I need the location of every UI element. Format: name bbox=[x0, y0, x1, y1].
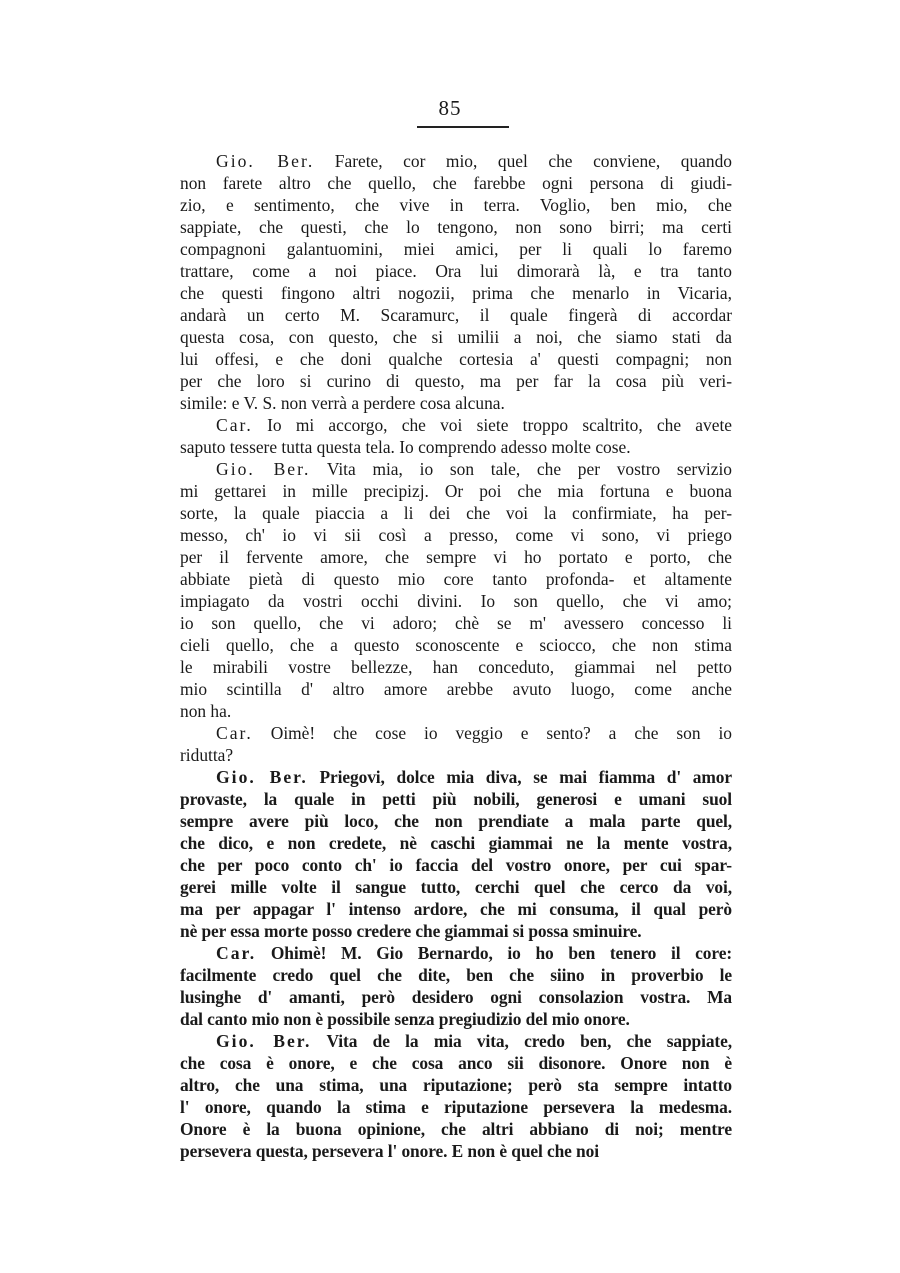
line-text: questa cosa, con questo, che si umilii a noi, che siamo stati da bbox=[180, 327, 732, 347]
line-text: ma per appagar l' intenso ardore, che mi consuma, il qual però bbox=[180, 899, 732, 919]
speech-block bbox=[180, 722, 732, 766]
text-line bbox=[180, 282, 732, 304]
line-text: che questi fingono altri nogozii, prima che menarlo in Vicaria, bbox=[180, 283, 732, 303]
text-line bbox=[180, 172, 732, 194]
speaker-name: Gio. Ber. bbox=[216, 459, 311, 479]
speech-block bbox=[180, 766, 732, 942]
line-text: abbiate pietà di questo mio core tanto profonda- et altamente bbox=[180, 569, 732, 589]
text-line bbox=[180, 678, 732, 700]
line-text: trattare, come a noi piace. Ora lui dimorarà là, e tra tanto bbox=[180, 261, 732, 281]
text-line bbox=[180, 414, 732, 436]
text-line bbox=[180, 546, 732, 568]
line-text: le mirabili vostre bellezze, han conceduto, giammai nel petto bbox=[180, 657, 732, 677]
text-line bbox=[180, 480, 732, 502]
text-line bbox=[180, 524, 732, 546]
line-text: dal canto mio non è possibile senza pregiudizio del mio onore. bbox=[180, 1009, 630, 1029]
speaker-name: Gio. Ber. bbox=[216, 767, 308, 787]
speaker-name: Gio. Ber. bbox=[216, 1031, 312, 1051]
line-text: Farete, cor mio, quel che conviene, quando bbox=[334, 151, 732, 171]
speech-block bbox=[180, 942, 732, 1030]
line-text: che cosa è onore, e che cosa anco sii disonore. Onore non è bbox=[180, 1053, 732, 1073]
text-line bbox=[180, 1030, 732, 1052]
text-line bbox=[180, 986, 732, 1008]
text-line bbox=[180, 216, 732, 238]
line-text: impiagato da vostri occhi divini. Io son quello, che vi amo; bbox=[180, 591, 732, 611]
page-number: 85 bbox=[438, 96, 462, 120]
text-line bbox=[180, 194, 732, 216]
text-line bbox=[180, 1074, 732, 1096]
text-line bbox=[180, 1008, 732, 1030]
line-text: Io mi accorgo, che voi siete troppo scaltrito, che avete bbox=[267, 415, 732, 435]
text-line bbox=[180, 700, 732, 722]
speaker-name: Car. bbox=[216, 943, 257, 963]
line-text: zio, e sentimento, che vive in terra. Voglio, ben mio, che bbox=[180, 195, 732, 215]
speech-block bbox=[180, 1030, 732, 1162]
line-text: simile: e V. S. non verrà a perdere cosa alcuna. bbox=[180, 393, 505, 413]
line-text: lusinghe d' amanti, però desidero ogni consolazion vostra. Ma bbox=[180, 987, 732, 1007]
text-line bbox=[180, 326, 732, 348]
text-line bbox=[180, 1118, 732, 1140]
text-line bbox=[180, 876, 732, 898]
text-line bbox=[180, 348, 732, 370]
line-text: che per poco conto ch' io faccia del vostro onore, per cui spar- bbox=[180, 855, 732, 875]
line-text: che dico, e non credete, nè caschi giammai ne la mente vostra, bbox=[180, 833, 732, 853]
line-text: Onore è la buona opinione, che altri abbiano di noi; mentre bbox=[180, 1119, 732, 1139]
line-text: mi gettarei in mille precipizj. Or poi che mia fortuna e buona bbox=[180, 481, 732, 501]
line-text: andarà un certo M. Scaramurc, il quale fingerà di accordar bbox=[180, 305, 732, 325]
text-line bbox=[180, 1096, 732, 1118]
text-line bbox=[180, 810, 732, 832]
line-text: gerei mille volte il sangue tutto, cerchi quel che cerco da voi, bbox=[180, 877, 732, 897]
text-line bbox=[180, 920, 732, 942]
text-line bbox=[180, 150, 732, 172]
text-line bbox=[180, 656, 732, 678]
text-line bbox=[180, 370, 732, 392]
text-line bbox=[180, 502, 732, 524]
text-line bbox=[180, 1140, 732, 1162]
text-line bbox=[180, 1052, 732, 1074]
line-text: facilmente credo quel che dite, ben che siino in proverbio le bbox=[180, 965, 732, 985]
line-text: nè per essa morte posso credere che giammai si possa sminuire. bbox=[180, 921, 642, 941]
text-line bbox=[180, 854, 732, 876]
text-line bbox=[180, 612, 732, 634]
line-text: Vita de la mia vita, credo ben, che sappiate, bbox=[326, 1031, 732, 1051]
line-text: lui offesi, e che doni qualche cortesia a' questi compagni; non bbox=[180, 349, 732, 369]
line-text: sorte, la quale piaccia a li dei che voi la confirmiate, ha per- bbox=[180, 503, 732, 523]
speaker-name: Car. bbox=[216, 723, 253, 743]
line-text: l' onore, quando la stima e riputazione persevera la medesma. bbox=[180, 1097, 732, 1117]
line-text: Oimè! che cose io veggio e sento? a che son io bbox=[270, 723, 732, 743]
line-text: messo, ch' io vi sii così a presso, come vi sono, vi priego bbox=[180, 525, 732, 545]
line-text: saputo tessere tutta questa tela. Io comprendo adesso molte cose. bbox=[180, 437, 631, 457]
text-line bbox=[180, 964, 732, 986]
speech-block bbox=[180, 414, 732, 458]
line-text: non farete altro che quello, che farebbe ogni persona di giudi- bbox=[180, 173, 732, 193]
line-text: sempre avere più loco, che non prendiate a mala parte quel, bbox=[180, 811, 732, 831]
text-line bbox=[180, 590, 732, 612]
line-text: mio scintilla d' altro amore arebbe avuto luogo, come anche bbox=[180, 679, 732, 699]
text-line bbox=[180, 722, 732, 744]
speaker-name: Gio. Ber. bbox=[216, 151, 315, 171]
line-text: compagnoni galantuomini, miei amici, per li quali lo faremo bbox=[180, 239, 732, 259]
text-line bbox=[180, 788, 732, 810]
text-line bbox=[180, 942, 732, 964]
text-line bbox=[180, 238, 732, 260]
line-text: ridutta? bbox=[180, 745, 234, 765]
text-line bbox=[180, 392, 732, 414]
line-text: per il fervente amore, che sempre vi ho portato e porto, che bbox=[180, 547, 732, 567]
text-line bbox=[180, 458, 732, 480]
line-text: Ohimè! M. Gio Bernardo, io ho ben tenero il core: bbox=[270, 943, 732, 963]
text-line bbox=[180, 744, 732, 766]
line-text: sappiate, che questi, che lo tengono, non sono birri; ma certi bbox=[180, 217, 732, 237]
line-text: Vita mia, io son tale, che per vostro servizio bbox=[326, 459, 732, 479]
text-line bbox=[180, 898, 732, 920]
speech-block bbox=[180, 150, 732, 414]
line-text: cieli quello, che a questo sconoscente e sciocco, che non stima bbox=[180, 635, 732, 655]
speech-block bbox=[180, 458, 732, 722]
text-line bbox=[180, 634, 732, 656]
line-text: io son quello, che vi adoro; chè se m' avessero concesso li bbox=[180, 613, 732, 633]
text-line bbox=[180, 832, 732, 854]
text-line bbox=[180, 304, 732, 326]
text-line bbox=[180, 766, 732, 788]
line-text: non ha. bbox=[180, 701, 232, 721]
line-text: Priegovi, dolce mia diva, se mai fiamma d' amor bbox=[319, 767, 732, 787]
speaker-name: Car. bbox=[216, 415, 253, 435]
text-line bbox=[180, 260, 732, 282]
text-line bbox=[180, 436, 732, 458]
line-text: persevera questa, persevera l' onore. E non è quel che noi bbox=[180, 1141, 599, 1161]
line-text: per che loro si curino di questo, ma per far la cosa più veri- bbox=[180, 371, 732, 391]
line-text: provaste, la quale in petti più nobili, generosi e umani suol bbox=[180, 789, 732, 809]
text-line bbox=[180, 568, 732, 590]
line-text: altro, che una stima, una riputazione; però sta sempre intatto bbox=[180, 1075, 732, 1095]
text-body bbox=[180, 150, 732, 1162]
header-rule bbox=[417, 126, 509, 128]
